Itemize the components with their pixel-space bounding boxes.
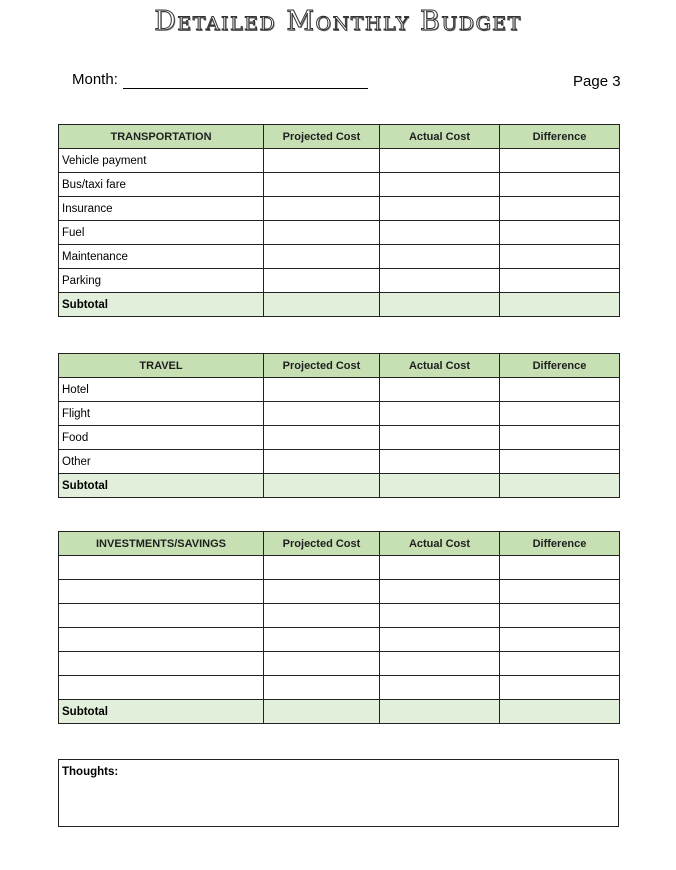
actual-cost-header: Actual Cost <box>380 532 500 556</box>
difference-cell[interactable] <box>500 676 620 700</box>
difference-cell[interactable] <box>500 269 620 293</box>
actual-cost-header: Actual Cost <box>380 125 500 149</box>
actual-cost-cell[interactable] <box>380 378 500 402</box>
actual-cost-cell[interactable] <box>380 628 500 652</box>
investments-savings-table <box>58 531 620 724</box>
projected-cost-cell[interactable] <box>264 149 380 173</box>
actual-cost-cell[interactable] <box>380 245 500 269</box>
difference-header: Difference <box>500 354 620 378</box>
thoughts-box[interactable] <box>58 759 619 827</box>
actual-cost-cell[interactable] <box>380 221 500 245</box>
table-header-row <box>59 125 620 149</box>
projected-cost-cell[interactable] <box>264 556 380 580</box>
table-row <box>59 580 620 604</box>
row-label-input[interactable] <box>59 676 264 700</box>
projected-cost-cell[interactable] <box>264 652 380 676</box>
table-row <box>59 604 620 628</box>
projected-cost-cell[interactable] <box>264 580 380 604</box>
actual-cost-cell[interactable] <box>380 580 500 604</box>
difference-cell[interactable] <box>500 556 620 580</box>
subtotal-label: Subtotal <box>59 474 264 498</box>
subtotal-label: Subtotal <box>59 700 264 724</box>
projected-cost-cell[interactable] <box>264 450 380 474</box>
projected-subtotal-cell[interactable] <box>264 700 380 724</box>
table-row <box>59 245 620 269</box>
table-row <box>59 628 620 652</box>
subtotal-row <box>59 700 620 724</box>
actual-cost-cell[interactable] <box>380 604 500 628</box>
projected-subtotal-cell[interactable] <box>264 474 380 498</box>
difference-subtotal-cell[interactable] <box>500 700 620 724</box>
row-label: Other <box>59 450 264 474</box>
table-row <box>59 402 620 426</box>
table-row <box>59 676 620 700</box>
projected-cost-header: Projected Cost <box>264 354 380 378</box>
projected-cost-header: Projected Cost <box>264 532 380 556</box>
row-label: Insurance <box>59 197 264 221</box>
row-label-input[interactable] <box>59 580 264 604</box>
page-number: Page 3 <box>573 73 621 90</box>
difference-cell[interactable] <box>500 580 620 604</box>
projected-cost-cell[interactable] <box>264 426 380 450</box>
difference-header: Difference <box>500 532 620 556</box>
table-row <box>59 173 620 197</box>
row-label-input[interactable] <box>59 604 264 628</box>
difference-cell[interactable] <box>500 450 620 474</box>
difference-cell[interactable] <box>500 221 620 245</box>
difference-cell[interactable] <box>500 652 620 676</box>
row-label: Bus/taxi fare <box>59 173 264 197</box>
difference-cell[interactable] <box>500 628 620 652</box>
actual-cost-cell[interactable] <box>380 676 500 700</box>
table-row <box>59 450 620 474</box>
actual-cost-cell[interactable] <box>380 402 500 426</box>
projected-cost-cell[interactable] <box>264 269 380 293</box>
row-label: Food <box>59 426 264 450</box>
projected-cost-cell[interactable] <box>264 173 380 197</box>
subtotal-label: Subtotal <box>59 293 264 317</box>
row-label: Hotel <box>59 378 264 402</box>
row-label-input[interactable] <box>59 628 264 652</box>
transportation-table <box>58 124 620 317</box>
thoughts-label: Thoughts: <box>62 766 119 778</box>
table-row <box>59 197 620 221</box>
row-label: Parking <box>59 269 264 293</box>
projected-cost-cell[interactable] <box>264 221 380 245</box>
difference-cell[interactable] <box>500 426 620 450</box>
section-title: TRAVEL <box>59 354 264 378</box>
difference-cell[interactable] <box>500 604 620 628</box>
table-row <box>59 149 620 173</box>
difference-subtotal-cell[interactable] <box>500 293 620 317</box>
projected-cost-cell[interactable] <box>264 402 380 426</box>
difference-cell[interactable] <box>500 402 620 426</box>
projected-cost-cell[interactable] <box>264 628 380 652</box>
row-label: Maintenance <box>59 245 264 269</box>
projected-cost-cell[interactable] <box>264 245 380 269</box>
projected-cost-cell[interactable] <box>264 604 380 628</box>
table-row <box>59 426 620 450</box>
actual-cost-header: Actual Cost <box>380 354 500 378</box>
actual-cost-cell[interactable] <box>380 556 500 580</box>
month-input-line[interactable] <box>123 88 368 89</box>
actual-cost-cell[interactable] <box>380 652 500 676</box>
difference-cell[interactable] <box>500 197 620 221</box>
projected-cost-cell[interactable] <box>264 378 380 402</box>
table-row <box>59 652 620 676</box>
row-label-input[interactable] <box>59 556 264 580</box>
row-label-input[interactable] <box>59 652 264 676</box>
actual-cost-cell[interactable] <box>380 450 500 474</box>
actual-subtotal-cell[interactable] <box>380 474 500 498</box>
actual-cost-cell[interactable] <box>380 149 500 173</box>
difference-cell[interactable] <box>500 378 620 402</box>
page-title: Detailed Monthly Budget <box>154 6 522 37</box>
table-row <box>59 221 620 245</box>
difference-cell[interactable] <box>500 173 620 197</box>
difference-cell[interactable] <box>500 245 620 269</box>
table-header-row <box>59 532 620 556</box>
row-label: Vehicle payment <box>59 149 264 173</box>
projected-subtotal-cell[interactable] <box>264 293 380 317</box>
month-label: Month: <box>72 71 118 88</box>
actual-cost-cell[interactable] <box>380 269 500 293</box>
difference-cell[interactable] <box>500 149 620 173</box>
table-row <box>59 269 620 293</box>
section-title: INVESTMENTS/SAVINGS <box>59 532 264 556</box>
row-label: Flight <box>59 402 264 426</box>
actual-subtotal-cell[interactable] <box>380 700 500 724</box>
actual-cost-cell[interactable] <box>380 197 500 221</box>
projected-cost-cell[interactable] <box>264 197 380 221</box>
section-title: TRANSPORTATION <box>59 125 264 149</box>
difference-subtotal-cell[interactable] <box>500 474 620 498</box>
table-row <box>59 378 620 402</box>
subtotal-row <box>59 293 620 317</box>
actual-subtotal-cell[interactable] <box>380 293 500 317</box>
subtotal-row <box>59 474 620 498</box>
row-label: Fuel <box>59 221 264 245</box>
difference-header: Difference <box>500 125 620 149</box>
actual-cost-cell[interactable] <box>380 173 500 197</box>
projected-cost-cell[interactable] <box>264 676 380 700</box>
actual-cost-cell[interactable] <box>380 426 500 450</box>
travel-table <box>58 353 620 498</box>
projected-cost-header: Projected Cost <box>264 125 380 149</box>
table-header-row <box>59 354 620 378</box>
table-row <box>59 556 620 580</box>
